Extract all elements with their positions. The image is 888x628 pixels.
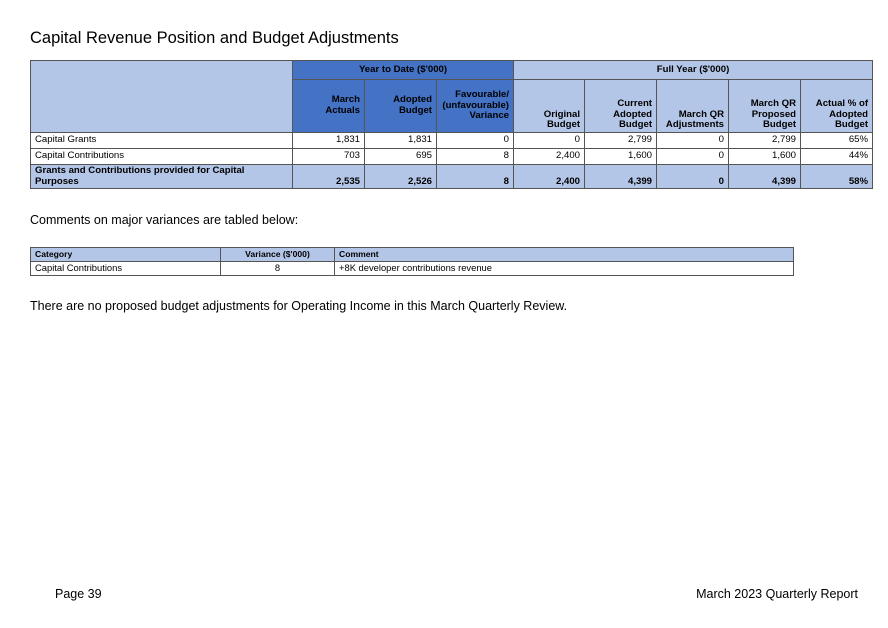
report-name: March 2023 Quarterly Report bbox=[696, 587, 858, 601]
variance-cell: 8 bbox=[221, 262, 335, 276]
closing-statement: There are no proposed budget adjustments for Operating Income in this March Quarterly Review. bbox=[30, 299, 568, 313]
col-header-category: Category bbox=[31, 248, 221, 262]
cell: 2,799 bbox=[585, 133, 657, 149]
col-header: Original Budget bbox=[514, 80, 585, 133]
cell: 0 bbox=[514, 133, 585, 149]
comment-cell: +8K developer contributions revenue bbox=[335, 262, 794, 276]
col-header: Actual % of Adopted Budget bbox=[801, 80, 873, 133]
total-cell: 0 bbox=[657, 165, 729, 189]
col-header: Current Adopted Budget bbox=[585, 80, 657, 133]
total-row bbox=[31, 165, 873, 189]
page-number: Page 39 bbox=[55, 587, 102, 601]
table-row bbox=[31, 262, 794, 276]
cell: 1,831 bbox=[365, 133, 437, 149]
total-label: Grants and Contributions provided for Capital Purposes bbox=[31, 165, 293, 189]
cell: 8 bbox=[437, 149, 514, 165]
total-cell: 4,399 bbox=[729, 165, 801, 189]
col-header: March Actuals bbox=[293, 80, 365, 133]
row-label: Capital Contributions bbox=[31, 149, 293, 165]
capital-revenue-table bbox=[30, 60, 873, 189]
category-cell: Capital Contributions bbox=[31, 262, 221, 276]
cell: 0 bbox=[437, 133, 514, 149]
header-blank-cell bbox=[31, 61, 293, 133]
cell: 703 bbox=[293, 149, 365, 165]
variance-table bbox=[30, 247, 794, 276]
col-header: Favourable/ (unfavourable) Variance bbox=[437, 80, 514, 133]
group-header-ytd: Year to Date ($'000) bbox=[293, 61, 514, 80]
comments-intro: Comments on major variances are tabled below: bbox=[30, 213, 299, 227]
cell: 0 bbox=[657, 149, 729, 165]
col-header: March QR Adjustments bbox=[657, 80, 729, 133]
total-cell: 2,526 bbox=[365, 165, 437, 189]
row-label: Capital Grants bbox=[31, 133, 293, 149]
cell: 1,600 bbox=[729, 149, 801, 165]
cell: 44% bbox=[801, 149, 873, 165]
cell: 2,799 bbox=[729, 133, 801, 149]
col-header-comment: Comment bbox=[335, 248, 794, 262]
total-cell: 8 bbox=[437, 165, 514, 189]
cell: 1,831 bbox=[293, 133, 365, 149]
total-cell: 58% bbox=[801, 165, 873, 189]
col-header: Adopted Budget bbox=[365, 80, 437, 133]
page-title: Capital Revenue Position and Budget Adjustments bbox=[30, 29, 399, 47]
total-cell: 2,535 bbox=[293, 165, 365, 189]
group-header-full-year: Full Year ($'000) bbox=[514, 61, 873, 80]
table-row bbox=[31, 149, 873, 165]
cell: 1,600 bbox=[585, 149, 657, 165]
cell: 2,400 bbox=[514, 149, 585, 165]
col-header-variance: Variance ($'000) bbox=[221, 248, 335, 262]
cell: 695 bbox=[365, 149, 437, 165]
total-cell: 2,400 bbox=[514, 165, 585, 189]
col-header: March QR Proposed Budget bbox=[729, 80, 801, 133]
cell: 0 bbox=[657, 133, 729, 149]
table-row bbox=[31, 133, 873, 149]
total-cell: 4,399 bbox=[585, 165, 657, 189]
cell: 65% bbox=[801, 133, 873, 149]
